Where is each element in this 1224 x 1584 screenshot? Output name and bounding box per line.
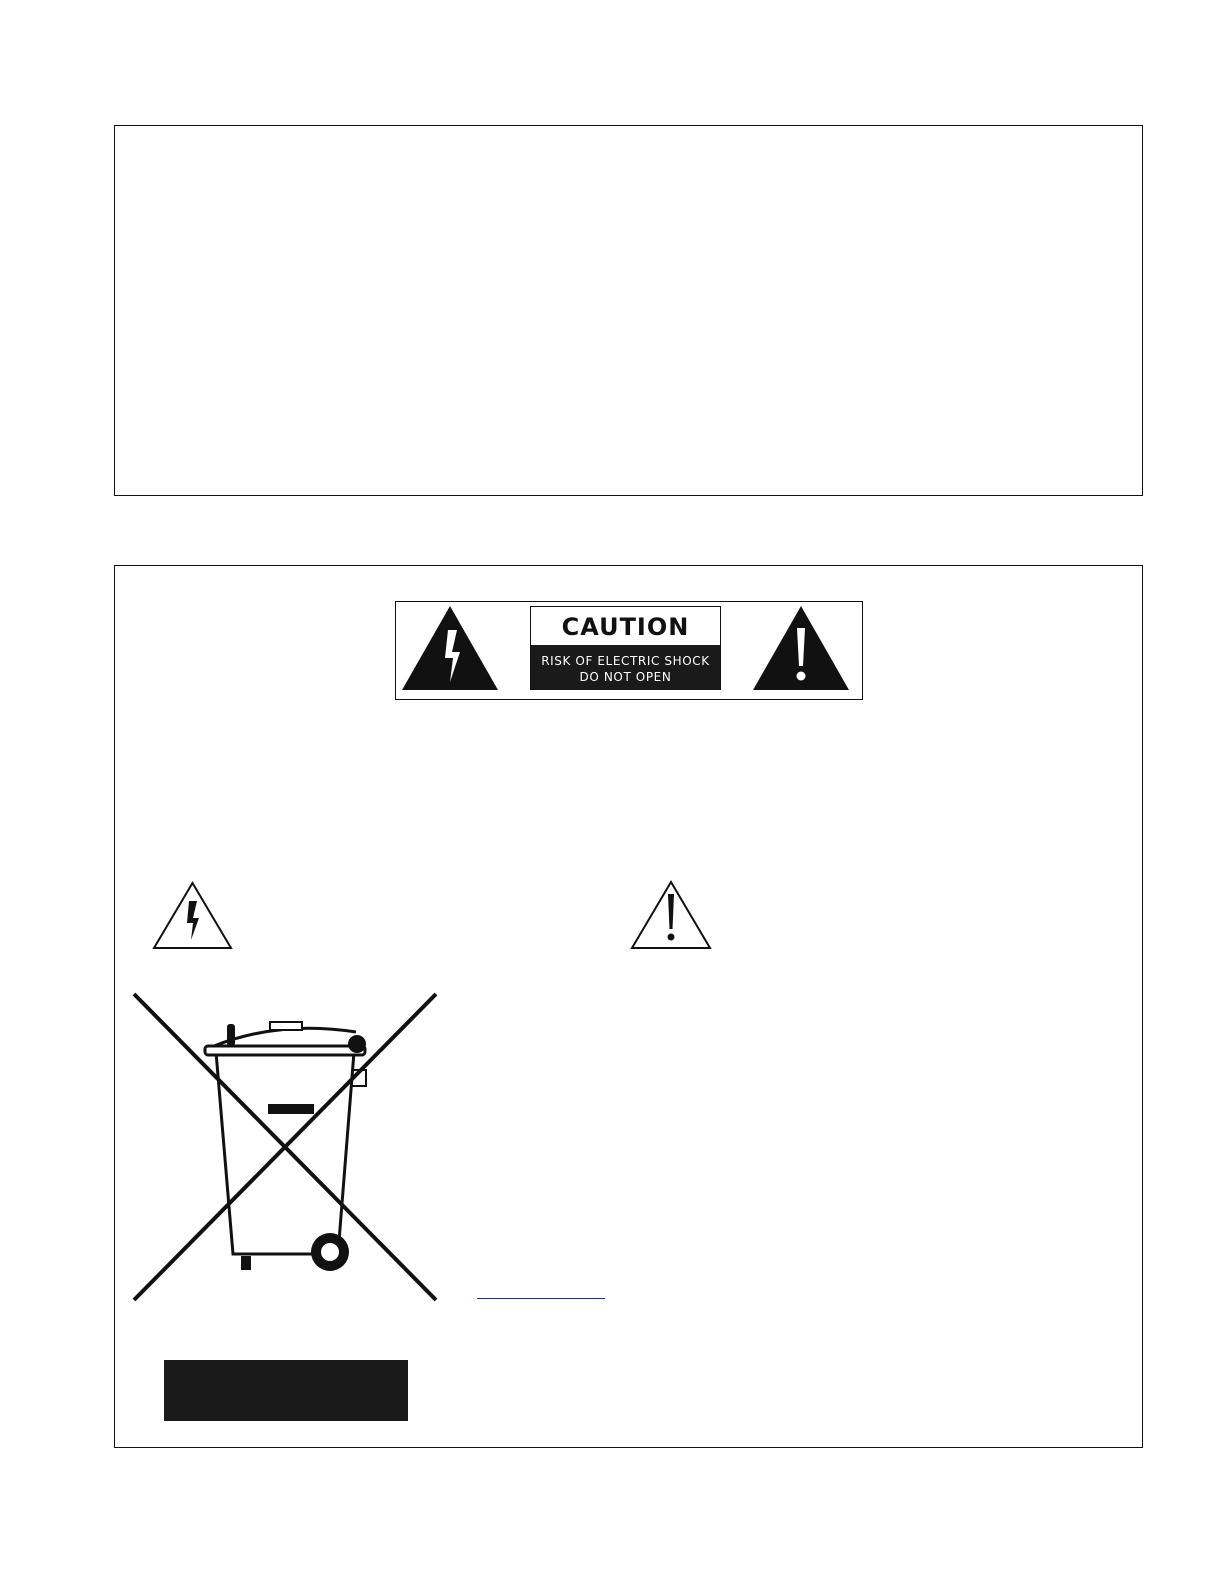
exclamation-warning-icon — [630, 880, 712, 950]
lightning-warning-icon — [402, 606, 498, 690]
exclamation-warning-icon — [753, 606, 849, 690]
top-notice-box — [114, 125, 1143, 496]
lightning-warning-icon — [152, 881, 233, 950]
caution-warning-block — [531, 645, 720, 690]
caution-panel — [530, 606, 721, 690]
caution-line-2: DO NOT OPEN — [579, 670, 672, 684]
black-label-bar — [164, 1360, 408, 1421]
caution-title: CAUTION — [561, 613, 690, 641]
caution-line-1: RISK OF ELECTRIC SHOCK — [541, 654, 710, 668]
crossed-out-wheelie-bin-icon — [130, 990, 440, 1304]
caution-label — [395, 601, 863, 700]
web-link-underline[interactable] — [477, 1298, 605, 1299]
